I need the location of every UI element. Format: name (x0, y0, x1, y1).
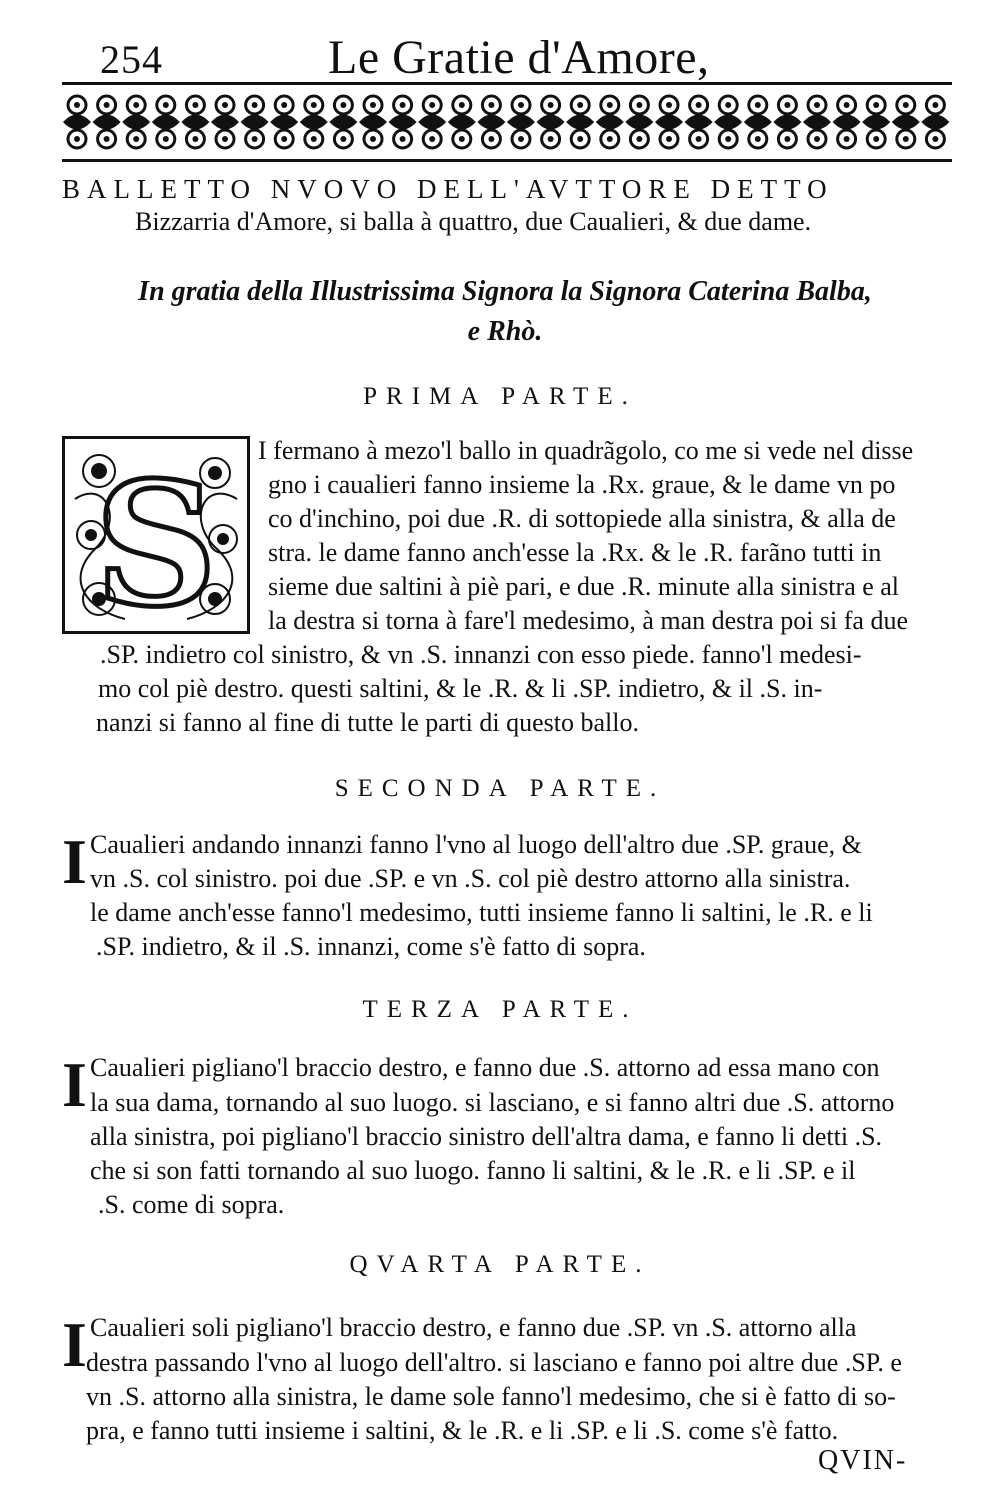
text-line: sieme due saltini à piè pari, e due .R. minute alla sinistra e al (268, 572, 900, 601)
text-line: gno i caualieri fanno insieme la .Rx. graue, & le dame vn po (268, 470, 896, 499)
section-title-prima: PRIMA PARTE. (363, 383, 637, 410)
decorated-initial-s (62, 436, 250, 634)
text-line: .SP. indietro, & il .S. innanzi, come s'è fatto di sopra. (96, 932, 646, 961)
text-line: mo col piè destro. questi saltini, & le .R. & li .SP. indietro, & il .S. in- (98, 674, 823, 703)
ballet-title: BALLETTO NVOVO DELL'AVTTORE DETTO (62, 174, 834, 204)
text-line: la destra si torna à fare'l medesimo, à man destra poi si fa due (268, 606, 909, 635)
text-line: la sua dama, tornando al suo luogo. si lasciano, e si fanno altri due .S. attorno (90, 1088, 895, 1117)
initial-letter-terza: I (62, 1049, 87, 1120)
text-line: vn .S. attorno alla sinistra, le dame sole fanno'l medesimo, che si è fatto di so- (86, 1382, 896, 1411)
text-line: nanzi si fanno al fine di tutte le parti di questo ballo. (96, 708, 639, 737)
text-line: pra, e fanno tutti insieme i saltini, & le .R. e li .SP. e li .S. come s'è fatto. (86, 1416, 839, 1445)
text-line: Caualieri soli pigliano'l braccio destro, e fanno due .SP. vn .S. attorno alla (90, 1313, 857, 1342)
dedication-line-1: In gratia della Illustrissima Signora la Signora Caterina Balba, (138, 276, 872, 307)
section-title-quarta: QVARTA PARTE. (349, 1251, 651, 1278)
decorative-ornament-band (62, 82, 952, 162)
text-line: vn .S. col sinistro. poi due .SP. e vn .S. col piè destro attorno alla sinistra. (90, 864, 851, 893)
text-line: Caualieri pigliano'l braccio destro, e fanno due .S. attorno ad essa mano con (90, 1053, 880, 1082)
initial-letter-quarta: I (62, 1309, 87, 1380)
catchword: QVIN- (818, 1445, 908, 1476)
text-line: I fermano à mezo'l ballo in quadrãgolo, co me si vede nel disse (258, 436, 914, 465)
ballet-subtitle: Bizzarria d'Amore, si balla à quattro, due Caualieri, & due dame. (135, 207, 812, 236)
initial-letter-seconda: I (62, 826, 87, 897)
running-title: Le Gratie d'Amore, (328, 31, 710, 84)
page-header (0, 22, 1000, 82)
section-title-terza: TERZA PARTE. (362, 996, 638, 1023)
text-line: destra passando l'vno al luogo dell'altro. si lasciano e fanno poi altre due .SP. e (86, 1348, 902, 1377)
text-line: co d'inchino, poi due .R. di sottopiede alla sinistra, & alla de (268, 504, 896, 533)
text-line: Caualieri andando innanzi fanno l'vno al luogo dell'altro due .SP. graue, & (90, 830, 862, 859)
dedication-line-2: e Rhò. (467, 316, 543, 347)
text-line: che si son fatti tornando al suo luogo. fanno li saltini, & le .R. e li .SP. e il (90, 1156, 856, 1185)
text-line: stra. le dame fanno anch'esse la .Rx. & le .R. farãno tutti in (268, 538, 882, 567)
section-title-seconda: SECONDA PARTE. (334, 775, 666, 802)
page-number: 254 (100, 37, 163, 82)
text-line: alla sinistra, poi pigliano'l braccio sinistro dell'altra dama, e fanno li detti .S. (90, 1122, 883, 1151)
text-line: .S. come di sopra. (98, 1190, 285, 1219)
text-line: le dame anch'esse fanno'l medesimo, tutti insieme fanno li saltini, le .R. e li (90, 898, 873, 927)
text-line: .SP. indietro col sinistro, & vn .S. innanzi con esso piede. fanno'l medesi- (100, 640, 862, 669)
initial-letter: S (94, 445, 218, 631)
